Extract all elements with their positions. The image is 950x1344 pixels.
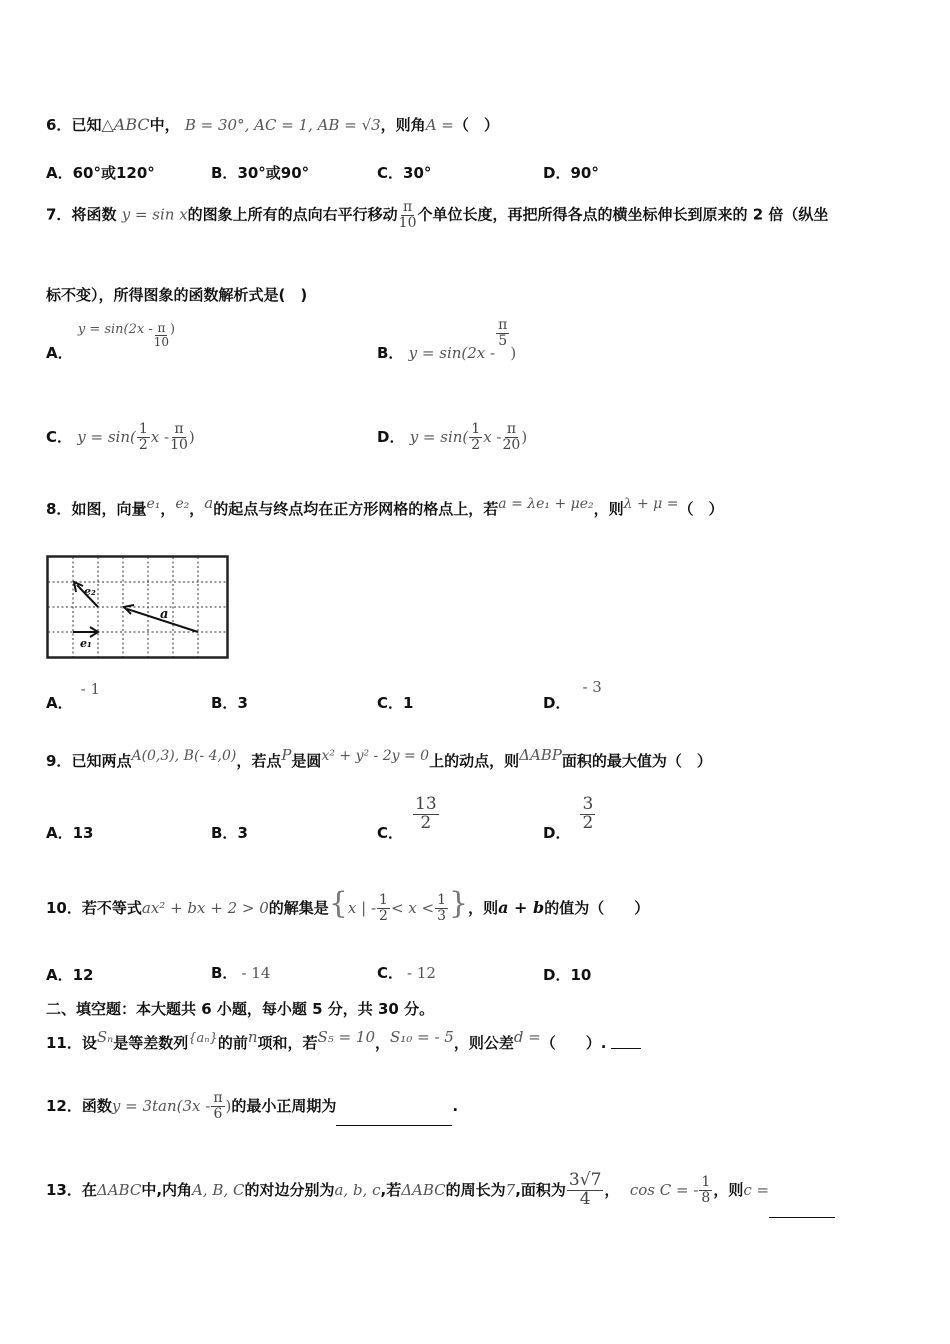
option-label: B． <box>211 164 238 182</box>
option-formula: y = sin( <box>409 428 469 446</box>
option-label: B． <box>211 694 238 712</box>
frac-den: 2 <box>420 812 432 833</box>
q10-option-a <box>46 964 93 985</box>
q8-text: 的起点与终点均在正方形网格的格点上，若 <box>213 500 499 518</box>
option-label: A． <box>46 694 73 712</box>
q9-text: 面积的最大值为（ ） <box>561 752 712 770</box>
option-label: A． <box>46 824 73 842</box>
frac-den: 10 <box>398 214 417 231</box>
q6-text: ，则角 <box>380 116 426 134</box>
q11-text: ， <box>375 1034 391 1052</box>
option-label: C． <box>377 824 404 842</box>
q8-option-c <box>377 692 413 713</box>
q7-number: 7． <box>46 205 72 224</box>
option-label: C． <box>46 428 73 446</box>
frac-den: 8 <box>701 1190 711 1206</box>
frac-num: 1 <box>138 421 148 438</box>
q13-area-fraction <box>567 1172 603 1209</box>
frac-num: 3√7 <box>568 1170 602 1191</box>
q6-option-b <box>211 162 309 183</box>
option-fraction <box>170 422 188 452</box>
q11-text: ，则公差 <box>453 1034 514 1052</box>
set-brace: { <box>328 886 348 921</box>
option-formula: ) <box>521 428 528 446</box>
option-fraction <box>469 422 482 452</box>
option-label: D． <box>543 164 571 182</box>
option-text: 13 <box>72 824 94 842</box>
q11-n: n <box>247 1028 258 1046</box>
q9-text: 是圆 <box>291 752 322 770</box>
vector-grid-figure <box>46 555 230 661</box>
option-formula: x - <box>150 428 170 446</box>
frac-num: 1 <box>471 421 481 438</box>
q6-text: 已知 <box>71 116 102 134</box>
q7-text: 的图象上所有的点向右平行移动 <box>187 205 398 224</box>
frac-num: 13 <box>415 794 437 814</box>
q8-a: a <box>204 494 214 512</box>
option-label: D． <box>543 824 571 842</box>
q8-text: ， <box>160 500 176 518</box>
frac-num: π <box>402 199 413 215</box>
q13-text: ,面积为 <box>515 1181 566 1199</box>
q11-d: d = <box>513 1028 541 1046</box>
option-text: 12 <box>72 966 94 984</box>
q11-s10: S₁₀ = - 5 <box>390 1028 454 1046</box>
q8-text: ， <box>189 500 205 518</box>
option-label: C． <box>377 164 404 182</box>
q8-e2: e₂ <box>175 496 190 512</box>
q9-option-d <box>543 796 596 843</box>
q13-text: 在 <box>81 1181 97 1199</box>
q9-point-p: P <box>281 746 292 764</box>
frac-num: 1 <box>437 892 446 909</box>
q11-sn: Sₙ <box>96 1028 114 1046</box>
q7-function: y = sin x <box>121 205 188 224</box>
question-11 <box>46 1028 607 1053</box>
q8-paren: （ ） <box>678 500 724 518</box>
q6-angle: A = <box>425 116 454 134</box>
q11-answer-blank[interactable] <box>611 1048 641 1049</box>
q11-text: 是等差数列 <box>113 1034 189 1052</box>
q10-set: x | - <box>347 899 377 917</box>
question-8 <box>46 494 723 519</box>
q10-inequality: ax² + bx + 2 > 0 <box>141 899 269 917</box>
q7-option-a <box>46 322 175 363</box>
option-label: A． <box>46 344 73 362</box>
frac-num: π <box>174 421 184 438</box>
q8-option-a <box>46 680 100 713</box>
figure-e1-label: e₁ <box>80 637 92 650</box>
q9-text: 上的动点，则 <box>429 752 520 770</box>
frac-den: 10 <box>153 334 170 349</box>
option-text: 10 <box>570 966 592 984</box>
question-13 <box>46 1162 835 1218</box>
option-formula: x - <box>483 428 502 446</box>
option-fraction <box>580 796 595 833</box>
option-text: 3 <box>237 824 248 842</box>
q13-text: ，则 <box>713 1181 744 1199</box>
option-fraction <box>496 318 509 348</box>
q10-number: 10． <box>46 899 82 917</box>
q10-text: 的解集是 <box>268 899 329 917</box>
frac-num: π <box>157 321 166 335</box>
question-6 <box>46 114 499 135</box>
q10-text: ，则 <box>468 899 499 917</box>
q8-e1: e₁ <box>146 496 161 512</box>
q13-text: 的周长为 <box>445 1181 506 1199</box>
q7-line-2 <box>46 284 307 305</box>
option-formula: ) <box>170 322 176 337</box>
option-label: D． <box>377 428 405 446</box>
q11-s5: S₅ = 10 <box>317 1028 376 1046</box>
q13-cos: cos C = - <box>629 1181 699 1199</box>
q9-text: ，若点 <box>236 752 282 770</box>
option-text: 1 <box>403 694 414 712</box>
q8-option-b <box>211 692 248 713</box>
q6-conditions: B = 30°, AC = 1, AB = √3 <box>184 116 381 134</box>
option-text: 90° <box>570 164 599 182</box>
frac-den: 10 <box>170 437 188 453</box>
option-fraction <box>503 422 521 452</box>
q6-number: 6． <box>46 116 72 134</box>
option-formula: y = sin(2x - <box>408 344 496 362</box>
option-text: 60°或120° <box>72 164 155 182</box>
option-text: 30° <box>403 164 432 182</box>
section-text: 二、填空题：本大题共 6 小题，每小题 5 分，共 30 分。 <box>46 1000 435 1018</box>
q13-perimeter: 7 <box>505 1181 516 1199</box>
question-12 <box>46 1086 458 1126</box>
q9-circle: x² + y² - 2y = 0 <box>321 748 430 764</box>
q13-cos-fraction <box>699 1175 712 1205</box>
q9-option-c <box>377 796 440 843</box>
q8-option-d <box>543 678 602 713</box>
option-label: B． <box>377 344 404 362</box>
q7-text: 将函数 <box>71 205 117 224</box>
frac-num: 1 <box>701 1174 711 1191</box>
question-9 <box>46 746 712 771</box>
q7-text: 个单位长度，再把所得各点的横坐标伸长到原来的 2 倍（纵坐 <box>417 205 829 224</box>
q10-option-c <box>377 962 436 983</box>
option-text: - 12 <box>407 964 436 982</box>
option-formula: ) <box>510 344 517 362</box>
q13-triangle: ΔABC <box>96 1181 142 1199</box>
frac-den: 2 <box>379 908 388 924</box>
frac-num: 1 <box>379 892 388 909</box>
q10-text: 若不等式 <box>81 899 142 917</box>
q11-an: {aₙ} <box>188 1031 218 1046</box>
option-fraction <box>154 322 169 348</box>
q13-number: 13． <box>46 1181 82 1199</box>
q11-text: 设 <box>81 1034 97 1052</box>
q10-fraction <box>377 893 390 923</box>
q12-text: 的最小正周期为 <box>231 1097 337 1115</box>
option-formula: y = sin(2x - <box>77 322 153 337</box>
q11-text: 项和，若 <box>257 1034 318 1052</box>
q9-option-b <box>211 822 248 843</box>
frac-num: π <box>213 1090 223 1107</box>
option-formula: ) <box>188 428 195 446</box>
q13-triangle: ΔABC <box>401 1181 446 1199</box>
q11-text: （ ）. <box>540 1034 607 1052</box>
q6-triangle: △ABC <box>101 115 150 134</box>
option-label: B． <box>211 964 238 982</box>
option-text: - 3 <box>582 678 602 696</box>
q13-text: 中,内角 <box>141 1181 193 1199</box>
q13-angles: A, B, C <box>192 1181 245 1199</box>
q10-option-b <box>211 962 270 983</box>
option-text: - 14 <box>241 964 271 982</box>
option-text: - 1 <box>80 680 100 698</box>
q12-answer-blank[interactable] <box>336 1125 452 1126</box>
q12-text: 函数 <box>81 1097 112 1115</box>
q7-option-d <box>377 400 527 453</box>
q11-text: 的前 <box>217 1034 248 1052</box>
q10-set: < x < <box>390 899 435 917</box>
set-brace: } <box>449 886 469 921</box>
frac-den: 2 <box>471 437 481 453</box>
q7-shift-fraction <box>399 200 417 230</box>
question-7 <box>46 200 828 230</box>
frac-den: 6 <box>213 1106 223 1122</box>
frac-num: π <box>506 421 517 438</box>
question-10 <box>46 880 649 932</box>
q13-text: ,若 <box>380 1181 402 1199</box>
q13-text: 的对边分别为 <box>244 1181 335 1199</box>
q13-sides: a, b, c <box>334 1181 381 1199</box>
q8-text: 如图，向量 <box>71 500 147 518</box>
section-2-heading <box>46 998 434 1019</box>
q10-ab: a + b <box>498 898 545 917</box>
q12-formula: y = 3tan(3x - <box>111 1097 211 1115</box>
frac-den: 4 <box>579 1189 591 1209</box>
option-fraction <box>137 422 150 452</box>
q13-c: c = <box>743 1181 770 1199</box>
option-label: D． <box>543 966 571 984</box>
q7-option-b <box>377 318 516 363</box>
q6-option-d <box>543 162 599 183</box>
frac-den: 3 <box>437 908 446 924</box>
q7-text: 标不变），所得图象的函数解析式是( ) <box>46 286 308 304</box>
q12-fraction <box>211 1091 224 1121</box>
q12-formula: ) <box>225 1097 232 1115</box>
q12-number: 12． <box>46 1097 82 1115</box>
option-label: B． <box>211 824 238 842</box>
option-text: 30°或90° <box>237 164 310 182</box>
frac-den: 2 <box>582 812 594 833</box>
q9-number: 9． <box>46 752 72 770</box>
q6-text: 中， <box>149 116 180 134</box>
q13-answer-blank[interactable] <box>769 1217 835 1218</box>
q8-equation: a = λe₁ + μe₂ <box>498 496 594 512</box>
option-label: C． <box>377 694 404 712</box>
q8-sum: λ + μ = <box>623 496 679 512</box>
q8-text: ，则 <box>593 500 624 518</box>
q8-number: 8． <box>46 500 72 518</box>
q12-text: . <box>452 1097 459 1115</box>
q9-triangle: ΔABP <box>519 746 562 764</box>
q13-text: ， <box>604 1181 620 1199</box>
q6-paren: （ ） <box>453 116 499 134</box>
q7-option-c <box>46 400 195 453</box>
option-label: A． <box>46 164 73 182</box>
q10-option-d <box>543 964 591 985</box>
q11-number: 11． <box>46 1034 82 1052</box>
q9-points: A(0,3), B(- 4,0) <box>131 748 237 764</box>
q6-option-c <box>377 162 431 183</box>
option-label: A． <box>46 966 73 984</box>
q6-option-a <box>46 162 155 183</box>
frac-den: 5 <box>498 332 508 349</box>
q10-text: 的值为（ ） <box>544 899 650 917</box>
figure-e2-label: e₂ <box>84 585 96 598</box>
frac-den: 20 <box>502 437 521 453</box>
frac-num: π <box>498 317 508 333</box>
option-formula: y = sin( <box>77 428 136 446</box>
option-text: 3 <box>237 694 248 712</box>
frac-num: 3 <box>582 794 594 814</box>
q10-fraction <box>435 893 448 923</box>
figure-a-label: a <box>160 607 169 622</box>
frac-den: 2 <box>138 437 148 453</box>
option-label: D． <box>543 694 571 712</box>
q9-text: 已知两点 <box>71 752 132 770</box>
option-fraction <box>413 796 439 833</box>
option-label: C． <box>377 964 404 982</box>
q9-option-a <box>46 822 93 843</box>
